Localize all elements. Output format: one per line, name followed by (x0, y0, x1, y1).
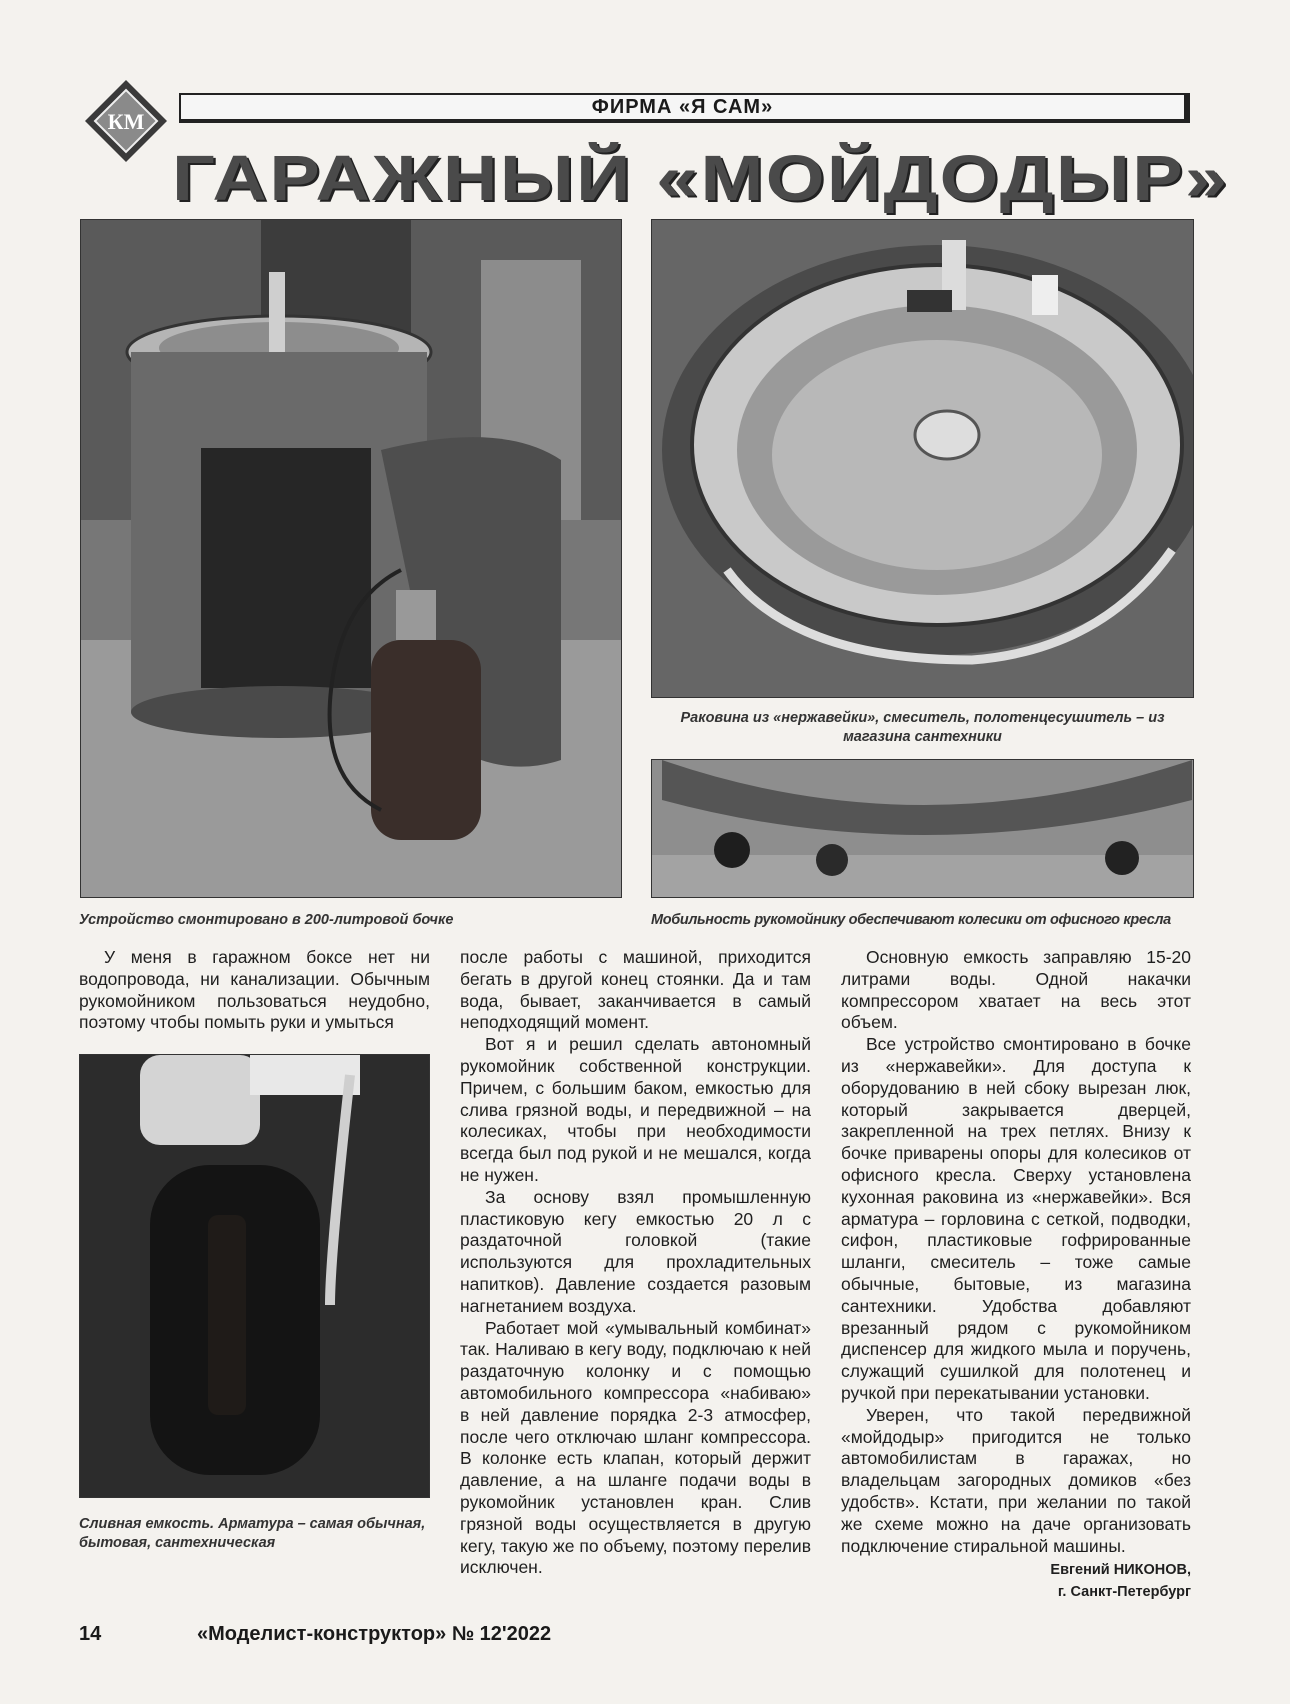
author-city: г. Санкт-Петербург (1057, 1584, 1191, 1601)
photo-steel-sink (651, 219, 1194, 698)
caption-photo-barrel: Устройство смонтировано в 200-литровой бочке (79, 912, 454, 928)
article-column-3 (841, 947, 1191, 1603)
paragraph: За основу взял промышленную пластиковую кегу емкостью 20 л с раздаточной головкой (такие используются для прохладительных напитков). Давление создается разовым нагнетанием воздуха. (460, 1186, 811, 1316)
paragraph: Работает мой «умывальный комбинат» так. Наливаю в кегу воду, подключаю к ней раздаточную колонку и с помощью автомобильного компрессора «набиваю» в ней давление порядка 2-3 атмосфер, после чего отключаю шланг компрессора. В колонке есть клапан, который держит давление, а на шланге подачи воды в рукомойник установлен кран. Слив грязной воды осуществляется в другую кегу, такую же по объему, поэтому перелив исключен. (460, 1317, 811, 1578)
paragraph: Все устройство смонтировано в бочке из «нержавейки». Для доступа к оборудованию в ней сбоку вырезан люк, который закрывается дверцей, закрепленной на трех петлях. Внизу к бочке приварены опоры для колесиков от офисного кресла. Сверху установлена кухонная раковина из «нержавейки». Вся арматура – горловина с сеткой, подводки, сифон, пластиковые гофрированные шланги, смеситель – тоже самые обычные, бытовые, из магазина сантехники. Удобства добавляют врезанный рядом с рукомойником диспенсер для жидкого мыла и поручень, служащий сушилкой для полотенец и ручкой при перекатывании установки. (841, 1034, 1191, 1403)
article-headline: ГАРАЖНЫЙ «МОЙДОДЫР» (172, 142, 1230, 214)
caption-photo-keg: Сливная емкость. Арматура – самая обычная, бытовая, сантехническая (79, 1516, 426, 1551)
section-rubric (179, 93, 1190, 123)
magazine-issue: «Моделист-конструктор» № 12'2022 (197, 1623, 552, 1645)
photo-drain-keg (79, 1054, 430, 1498)
page-number: 14 (79, 1623, 102, 1645)
photo-barrel-washstand (80, 219, 622, 898)
article-column-2 (460, 947, 811, 1579)
caption-photo-casters: Мобильность рукомойнику обеспечивают колесики от офисного кресла (651, 912, 1171, 928)
section-title: ФИРМА «Я САМ» (591, 96, 774, 118)
caption-photo-sink: Раковина из «нержавейки», смеситель, полотенцесушитель – из магазина сантехники (680, 710, 1165, 745)
author-signature (841, 1559, 1191, 1603)
author-name: Евгений НИКОНОВ, (1050, 1562, 1191, 1579)
paragraph: Вот я и решил сделать автономный рукомойник собственной конструкции. Причем, с большим баком, емкостью для слива грязной воды, и передвижной – на колесиках, чтобы при необходимости всегда был под рукой и не мешался, когда не нужен. (460, 1034, 811, 1185)
article-column-1 (79, 947, 430, 1034)
paragraph: Уверен, что такой передвижной «мойдодыр» пригодится не только автомобилистам в гаражах, но владельцам загородных домиков «без удобств». Кстати, при желании по такой же схеме можно на даче организовать подключение стиральной машины. (841, 1404, 1191, 1556)
paragraph-continued: после работы с машиной, приходится бегать в другой конец стоянки. Да и там вода, бывает, заканчивается в самый неподходящий момент. (460, 947, 811, 1033)
photo-casters (651, 759, 1194, 898)
logo-letters: КМ (107, 109, 145, 134)
paragraph: Основную емкость заправляю 15-20 литрами воды. Одной накачки компрессором хватает на весь этот объем. (841, 947, 1191, 1033)
paragraph: У меня в гаражном боксе нет ни водопровода, ни канализации. Обычным рукомойником пользоваться неудобно, поэтому чтобы помыть руки и умыться (79, 947, 430, 1033)
magazine-logo (83, 78, 169, 164)
